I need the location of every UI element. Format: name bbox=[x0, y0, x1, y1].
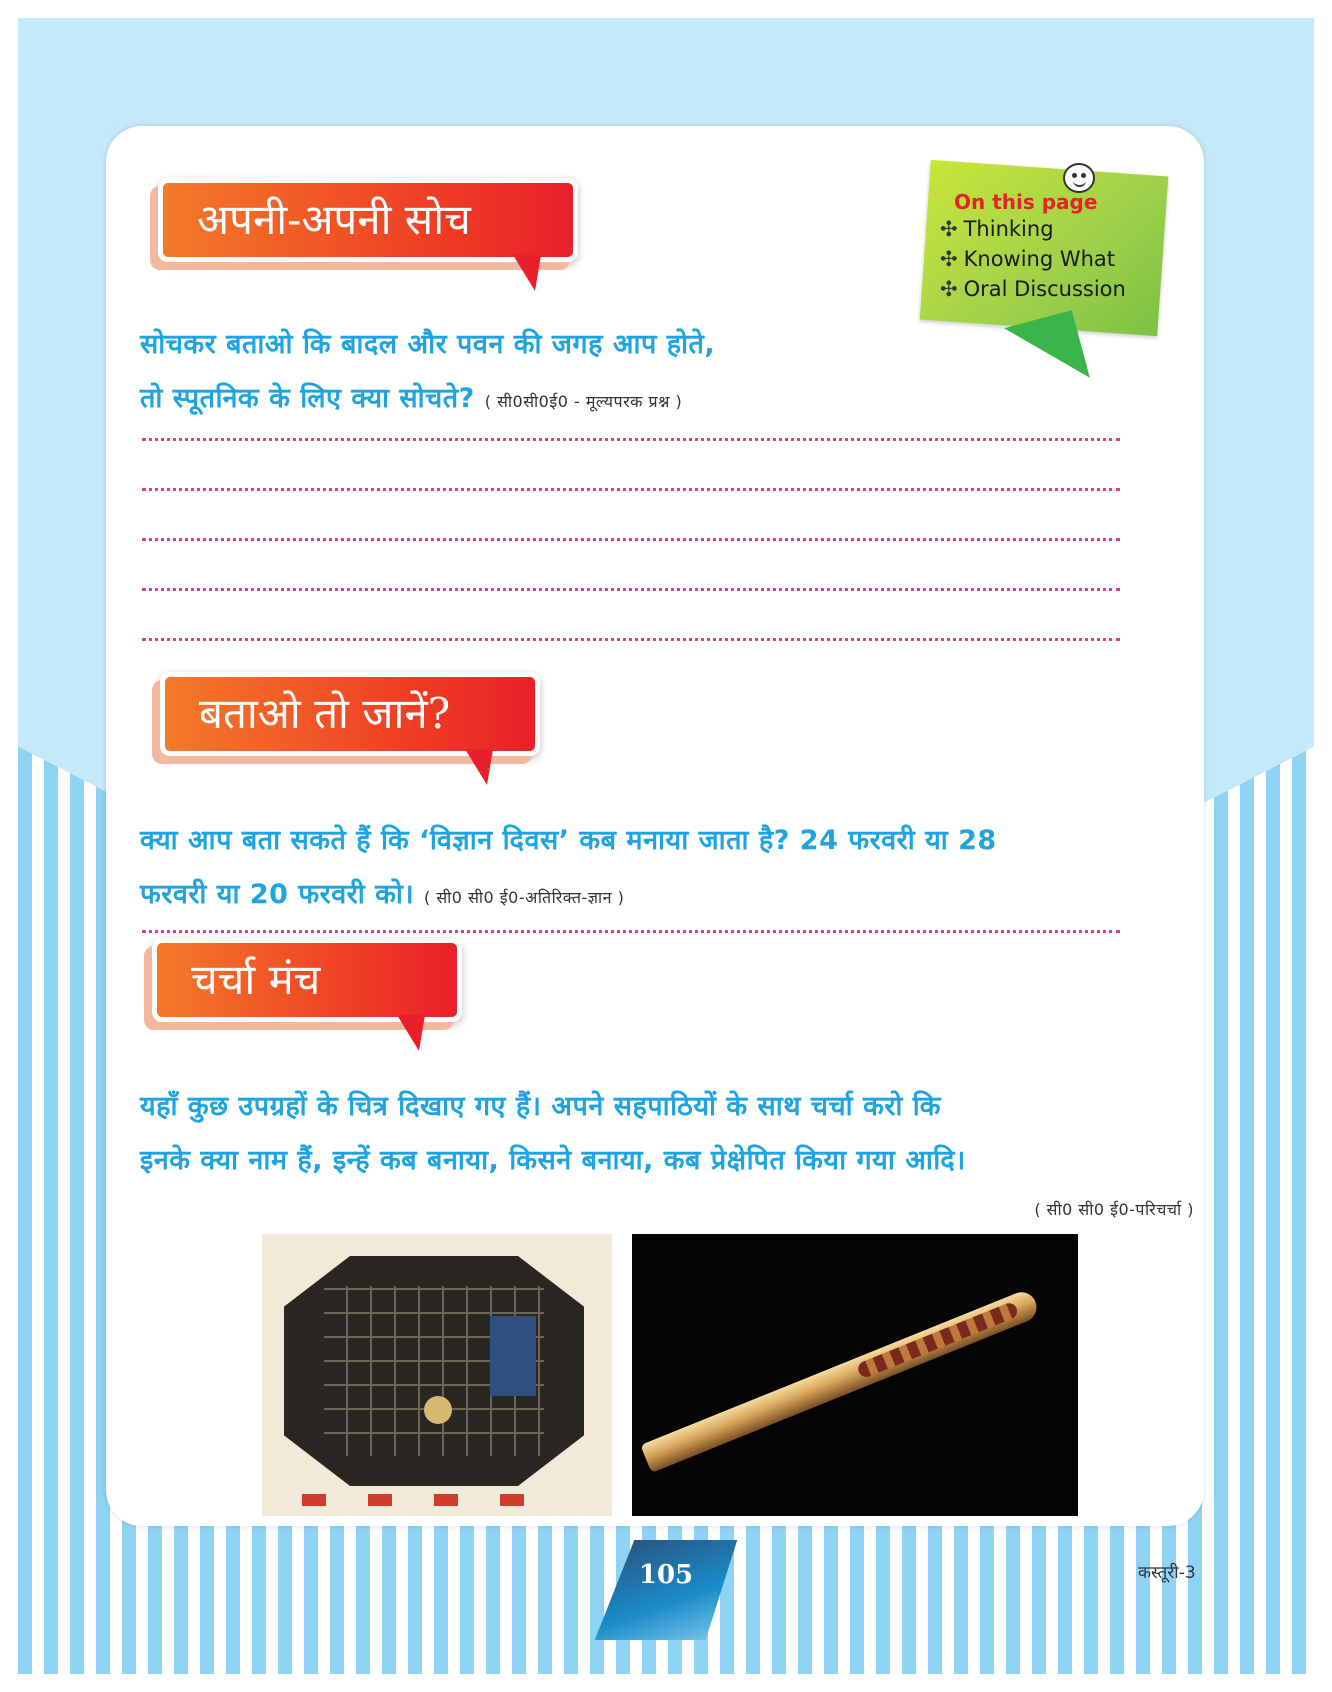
book-name: कस्तूरी-3 bbox=[1138, 1563, 1196, 1583]
note-title: On this page bbox=[954, 190, 1098, 214]
answer-line[interactable] bbox=[142, 930, 1120, 933]
answer-line[interactable] bbox=[142, 488, 1120, 491]
heading-banner-soch bbox=[158, 178, 578, 262]
note-item: ✣ Oral Discussion bbox=[940, 277, 1126, 301]
bullet-icon: ✣ bbox=[940, 247, 958, 271]
heading-banner-charcha bbox=[152, 938, 462, 1022]
discussion-tag-wrap bbox=[1034, 1180, 1194, 1237]
question-soch: सोचकर बताओ कि बादल और पवन की जगह आप होते, तो स्पूतनिक के लिए क्या सोचते? ( सी0सी0ई0 - मूल्यपरक प्रश्न ) bbox=[140, 329, 716, 414]
answer-line[interactable] bbox=[142, 538, 1120, 541]
smiley-face-icon bbox=[1063, 163, 1095, 193]
heading-banner-batao bbox=[160, 672, 540, 756]
question-tag: ( सी0सी0ई0 - मूल्यपरक प्रश्न ) bbox=[484, 392, 683, 411]
discussion-text: यहाँ कुछ उपग्रहों के चित्र दिखाए गए हैं। अपने सहपाठियों के साथ चर्चा करो कि इनके क्या नाम हैं, इन्हें कब बनाया, किसने बनाया, कब प्रेक्षेपित किया गया आदि। bbox=[140, 1091, 966, 1176]
answer-line[interactable] bbox=[142, 588, 1120, 591]
question-vigyan-diwas: क्या आप बता सकते हैं कि ‘विज्ञान दिवस’ कब मनाया जाता है? 24 फरवरी या 28 फरवरी या 20 फरवरी को। ( सी0 सी0 ई0-अतिरिक्त-ज्ञान ) bbox=[140, 825, 997, 910]
heading-batao-to-jane: बताओ तो जानें? bbox=[199, 689, 451, 738]
answer-line[interactable] bbox=[142, 438, 1120, 441]
question-tag: ( सी0 सी0 ई0-अतिरिक्त-ज्ञान ) bbox=[424, 888, 625, 907]
satellite-photo-1 bbox=[262, 1234, 612, 1516]
satellite-photo-2 bbox=[632, 1234, 1078, 1516]
note-item: ✣ Thinking bbox=[940, 217, 1054, 241]
heading-charcha-manch: चर्चा मंच bbox=[191, 955, 321, 1004]
on-this-page-content bbox=[940, 190, 1180, 304]
bullet-icon: ✣ bbox=[940, 277, 958, 301]
note-item: ✣ Knowing What bbox=[940, 247, 1116, 271]
bullet-icon: ✣ bbox=[940, 217, 958, 241]
rocket-satellite-image bbox=[640, 1288, 1041, 1473]
question-tag: ( सी0 सी0 ई0-परिचर्चा ) bbox=[1034, 1200, 1194, 1219]
heading-apni-apni-soch: अपनी-अपनी सोच bbox=[197, 195, 471, 244]
page-number: 105 bbox=[638, 1560, 694, 1590]
answer-line[interactable] bbox=[142, 638, 1120, 641]
